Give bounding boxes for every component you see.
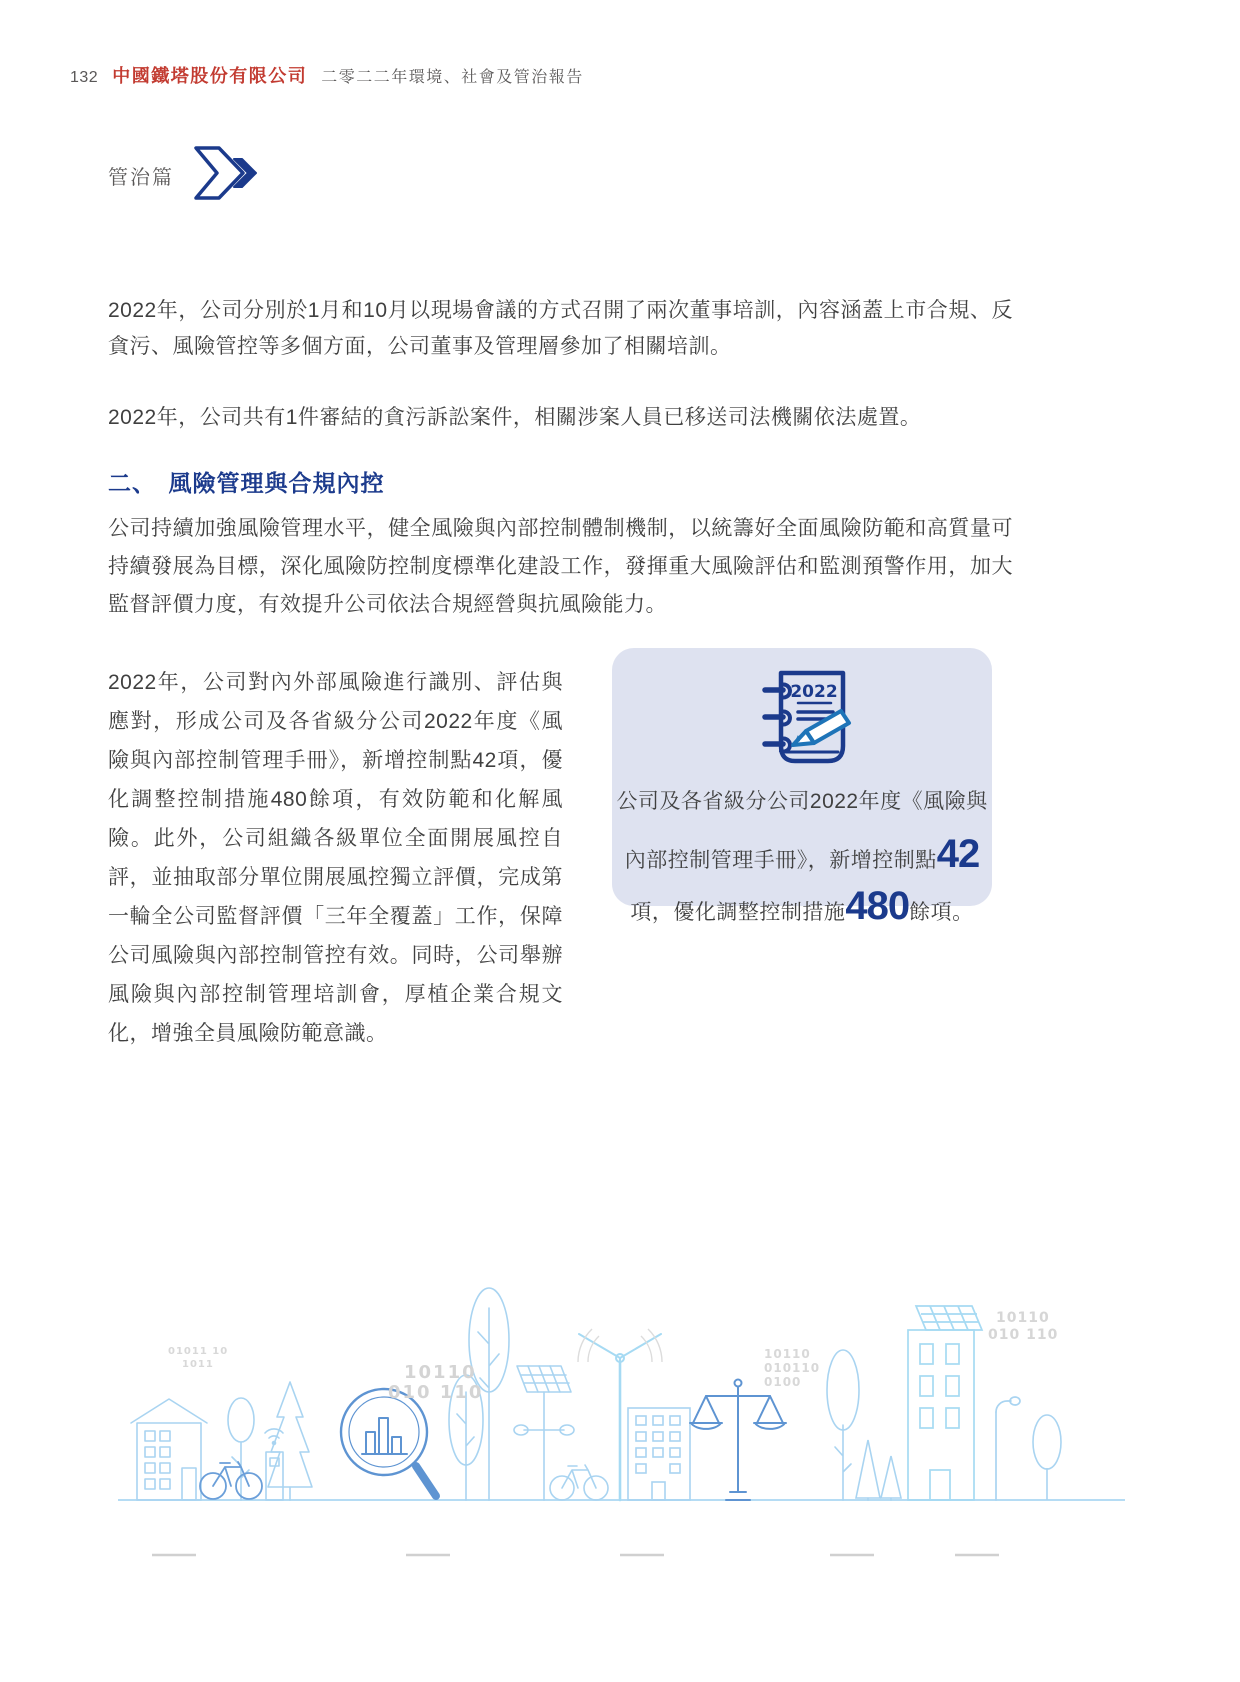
binary-text: 10110 <box>404 1362 477 1383</box>
paragraph-litigation-case: 2022年，公司共有1件審結的貪污訴訟案件，相關涉案人員已移送司法機關依法處置。 <box>108 406 922 429</box>
paragraph-risk-actions: 2022年，公司對內外部風險進行識別、評估與應對，形成公司及各省級分公司2022年度《風險與內部控制管理手冊》，新增控制點42項，優化調整控制措施480餘項，有效防範和化解風險。此外，公司組織各級單位全面開展風控自評，並抽取部分單位開展風控獨立評價，完成第一輪全公司監督評價「三年全覆蓋」工作，保障公司風險與內部控制管控有效。同時，公司舉辦風險與內部控制管理培訓會，厚植企業合規文化，增強全員風險防範意識。 <box>108 671 563 1045</box>
paragraph-board-training: 2022年，公司分別於1月和10月以現場會議的方式召開了兩次董事培訓，內容涵蓋上市合規、反貪污、風險管控等多個方面，公司董事及管理層參加了相關培訓。 <box>108 299 1013 358</box>
highlight-callout-box <box>612 648 992 928</box>
report-title: 二零二二年環境、社會及管治報告 <box>321 69 584 86</box>
binary-digits-decoration <box>168 1310 1058 1403</box>
section-tab <box>108 144 270 207</box>
binary-text: 010110 <box>764 1361 821 1375</box>
stat-new-control-points: 42 <box>936 832 980 876</box>
section-tab-label: 管治篇 <box>108 167 174 189</box>
page-header <box>70 62 584 88</box>
house-icon <box>131 1399 207 1500</box>
callout-line-1 <box>612 776 992 828</box>
binary-text: 0100 <box>764 1375 802 1389</box>
binary-text: 1011 <box>182 1359 214 1370</box>
tree-icon <box>827 1350 901 1500</box>
callout-text-2: 內部控制管理手冊》，新增控制點 <box>624 849 937 872</box>
binary-text: 010 110 <box>388 1382 484 1403</box>
section-heading-risk-management: 二、 風險管理與合規內控 <box>108 470 385 497</box>
company-name: 中國鐵塔股份有限公司 <box>112 66 308 86</box>
callout-text-3: 項，優化調整控制措施 <box>630 901 846 924</box>
tree-icon <box>228 1398 254 1500</box>
notebook-pencil-icon <box>612 664 992 776</box>
tree-icon <box>1033 1415 1061 1500</box>
solar-building-icon <box>908 1306 982 1500</box>
callout-line-2 <box>612 828 992 880</box>
paragraph-risk-system: 公司持續加強風險管理水平，健全風險與內部控制體制機制，以統籌好全面風險防範和高質量可持續發展為目標，深化風險防控制度標準化建設工作，發揮重大風險評估和監測預警作用，加大監督評價力度，有效提升公司依法合規經營與抗風險能力。 <box>108 517 1013 616</box>
callout-text-4: 餘項。 <box>909 901 974 924</box>
binary-text: 10110 <box>764 1347 811 1361</box>
bicycle-icon <box>200 1462 262 1499</box>
binary-text: 01011 10 <box>168 1346 229 1357</box>
callout-text-1: 公司及各省級分公司2022年度《風險與 <box>616 790 988 813</box>
cityscape-illustration <box>0 1270 1240 1570</box>
binary-text: 010 110 <box>988 1327 1059 1343</box>
solar-lamp-icon <box>514 1366 574 1500</box>
office-building-icon <box>628 1408 690 1500</box>
callout-line-3 <box>612 880 992 932</box>
ev-charger-icon <box>265 1429 283 1500</box>
street-lamp-icon <box>996 1397 1020 1500</box>
page-number: 132 <box>70 69 99 86</box>
bicycle-icon <box>550 1465 608 1500</box>
scales-icon <box>690 1380 786 1501</box>
binary-text: 10110 <box>996 1310 1050 1326</box>
wind-turbine-icon <box>579 1334 661 1500</box>
magnifier-chart-icon <box>341 1389 436 1496</box>
stat-optimized-measures: 480 <box>845 884 910 928</box>
double-chevron-icon <box>184 144 270 207</box>
icon-year-label: 2022 <box>790 682 838 702</box>
